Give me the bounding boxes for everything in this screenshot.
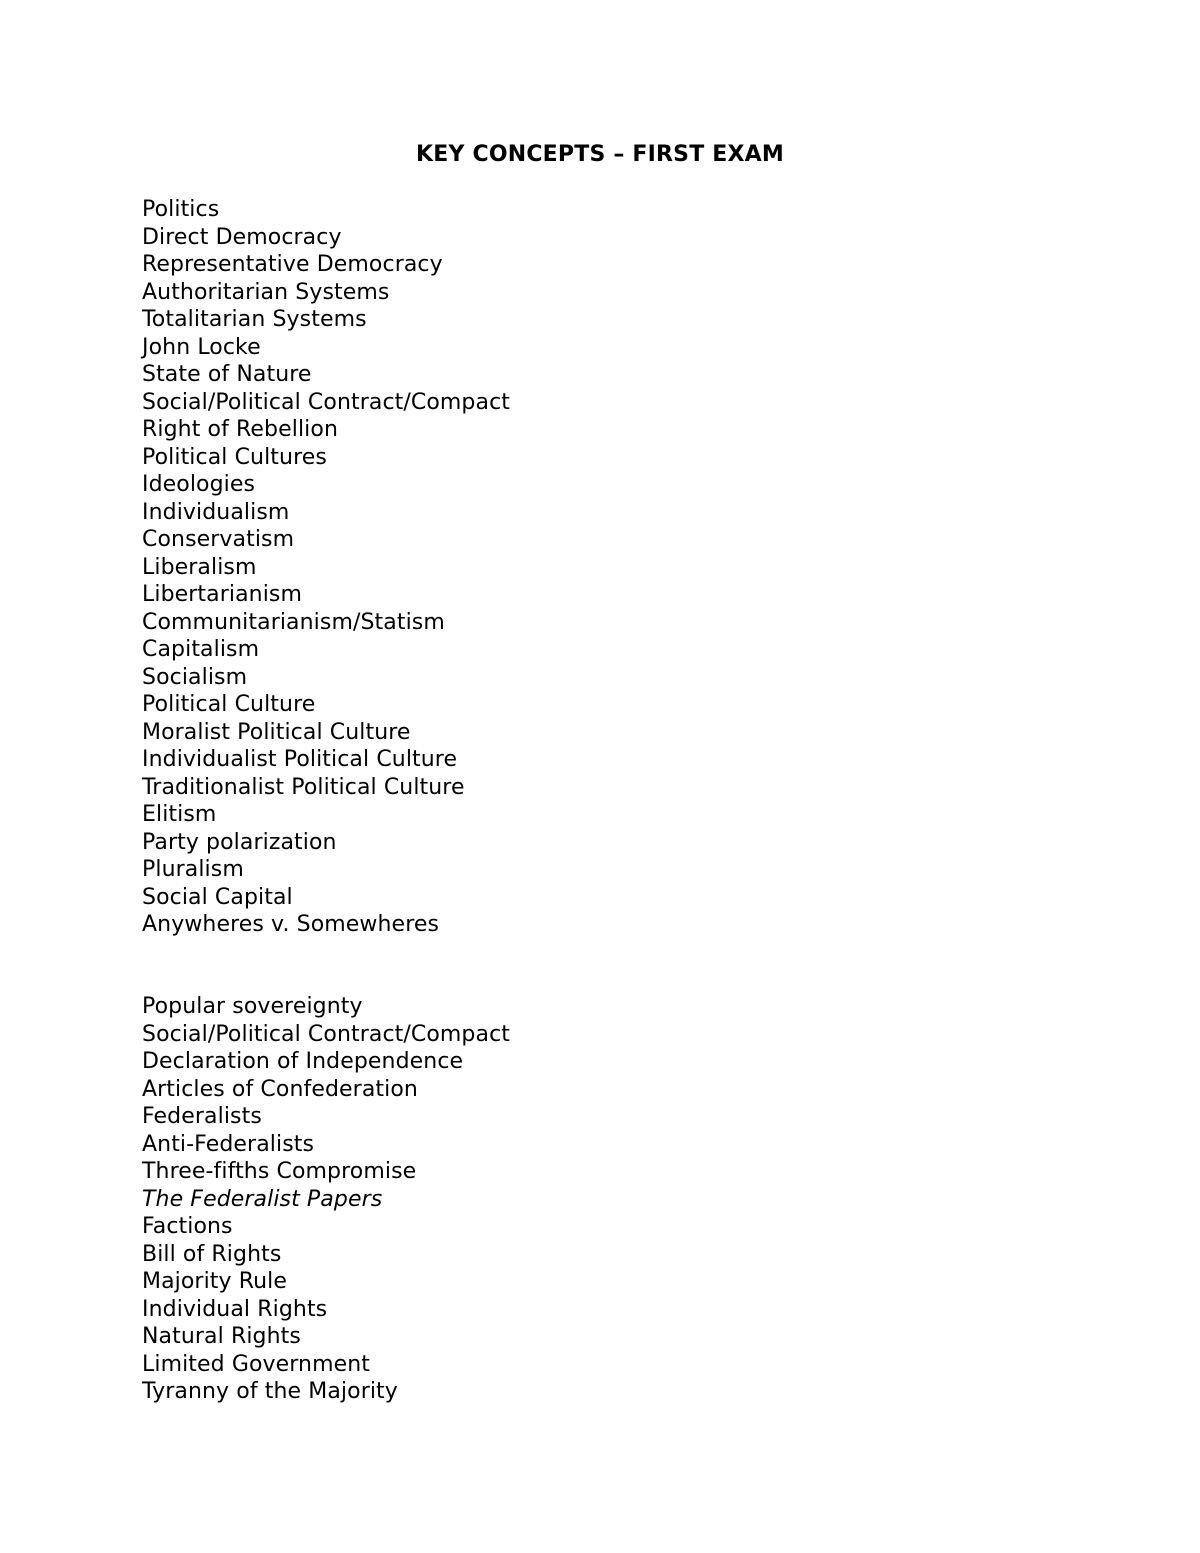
concept-item: Socialism xyxy=(142,664,248,690)
concept-item: Political Culture xyxy=(142,692,316,717)
concept-item: Social Capital xyxy=(142,884,293,910)
concept-item: Individual Rights xyxy=(142,1296,328,1322)
concept-item-italic: The Federalist Papers xyxy=(142,1186,383,1212)
concept-item: Communitarianism/Statism xyxy=(142,609,445,635)
concept-item: Moralist Political Culture xyxy=(142,719,411,745)
concept-item: Pluralism xyxy=(142,857,244,882)
concept-item: Right of Rebellion xyxy=(142,417,338,442)
concept-item: Traditionalist Political Culture xyxy=(142,774,465,800)
concept-item: Totalitarian Systems xyxy=(142,307,367,332)
concept-item: Direct Democracy xyxy=(142,224,342,250)
concept-list-1 xyxy=(142,196,510,939)
concept-list-2 xyxy=(142,993,510,1406)
concept-item: Social/Political Contract/Compact xyxy=(142,389,510,415)
concept-item: Conservatism xyxy=(142,527,295,552)
concept-item: Individualism xyxy=(142,499,290,525)
concept-item: Party polarization xyxy=(142,829,337,855)
concept-item: Majority Rule xyxy=(142,1269,288,1294)
concept-item: Three-fifths Compromise xyxy=(142,1159,417,1184)
concept-item: Elitism xyxy=(142,802,217,827)
concept-item: Popular sovereignty xyxy=(142,994,363,1019)
concept-item: Tyranny of the Majority xyxy=(142,1379,398,1404)
concept-item: Liberalism xyxy=(142,554,257,580)
concept-item: Natural Rights xyxy=(142,1324,301,1349)
concept-item: Social/Political Contract/Compact xyxy=(142,1021,510,1047)
concept-item: Articles of Confederation xyxy=(142,1076,418,1102)
concept-item: Representative Democracy xyxy=(142,252,443,277)
concept-item: Limited Government xyxy=(142,1351,371,1377)
concept-item: Politics xyxy=(142,197,220,222)
concept-item: Anti-Federalists xyxy=(142,1131,315,1157)
page-title: KEY CONCEPTS – FIRST EXAM xyxy=(416,142,784,167)
concept-item: Federalists xyxy=(142,1104,262,1129)
concept-item: Political Cultures xyxy=(142,444,327,470)
concept-item: Declaration of Independence xyxy=(142,1049,464,1074)
concept-item: Anywheres v. Somewheres xyxy=(142,912,440,937)
concept-item: State of Nature xyxy=(142,362,312,387)
concept-item: Bill of Rights xyxy=(142,1241,282,1267)
concept-item: Individualist Political Culture xyxy=(142,747,458,772)
concept-item: Ideologies xyxy=(142,472,256,497)
concept-item: Libertarianism xyxy=(142,582,303,607)
concept-item: Factions xyxy=(142,1214,233,1239)
concept-item: Capitalism xyxy=(142,637,260,662)
concept-item: Authoritarian Systems xyxy=(142,279,390,305)
concept-item: John Locke xyxy=(142,334,261,360)
